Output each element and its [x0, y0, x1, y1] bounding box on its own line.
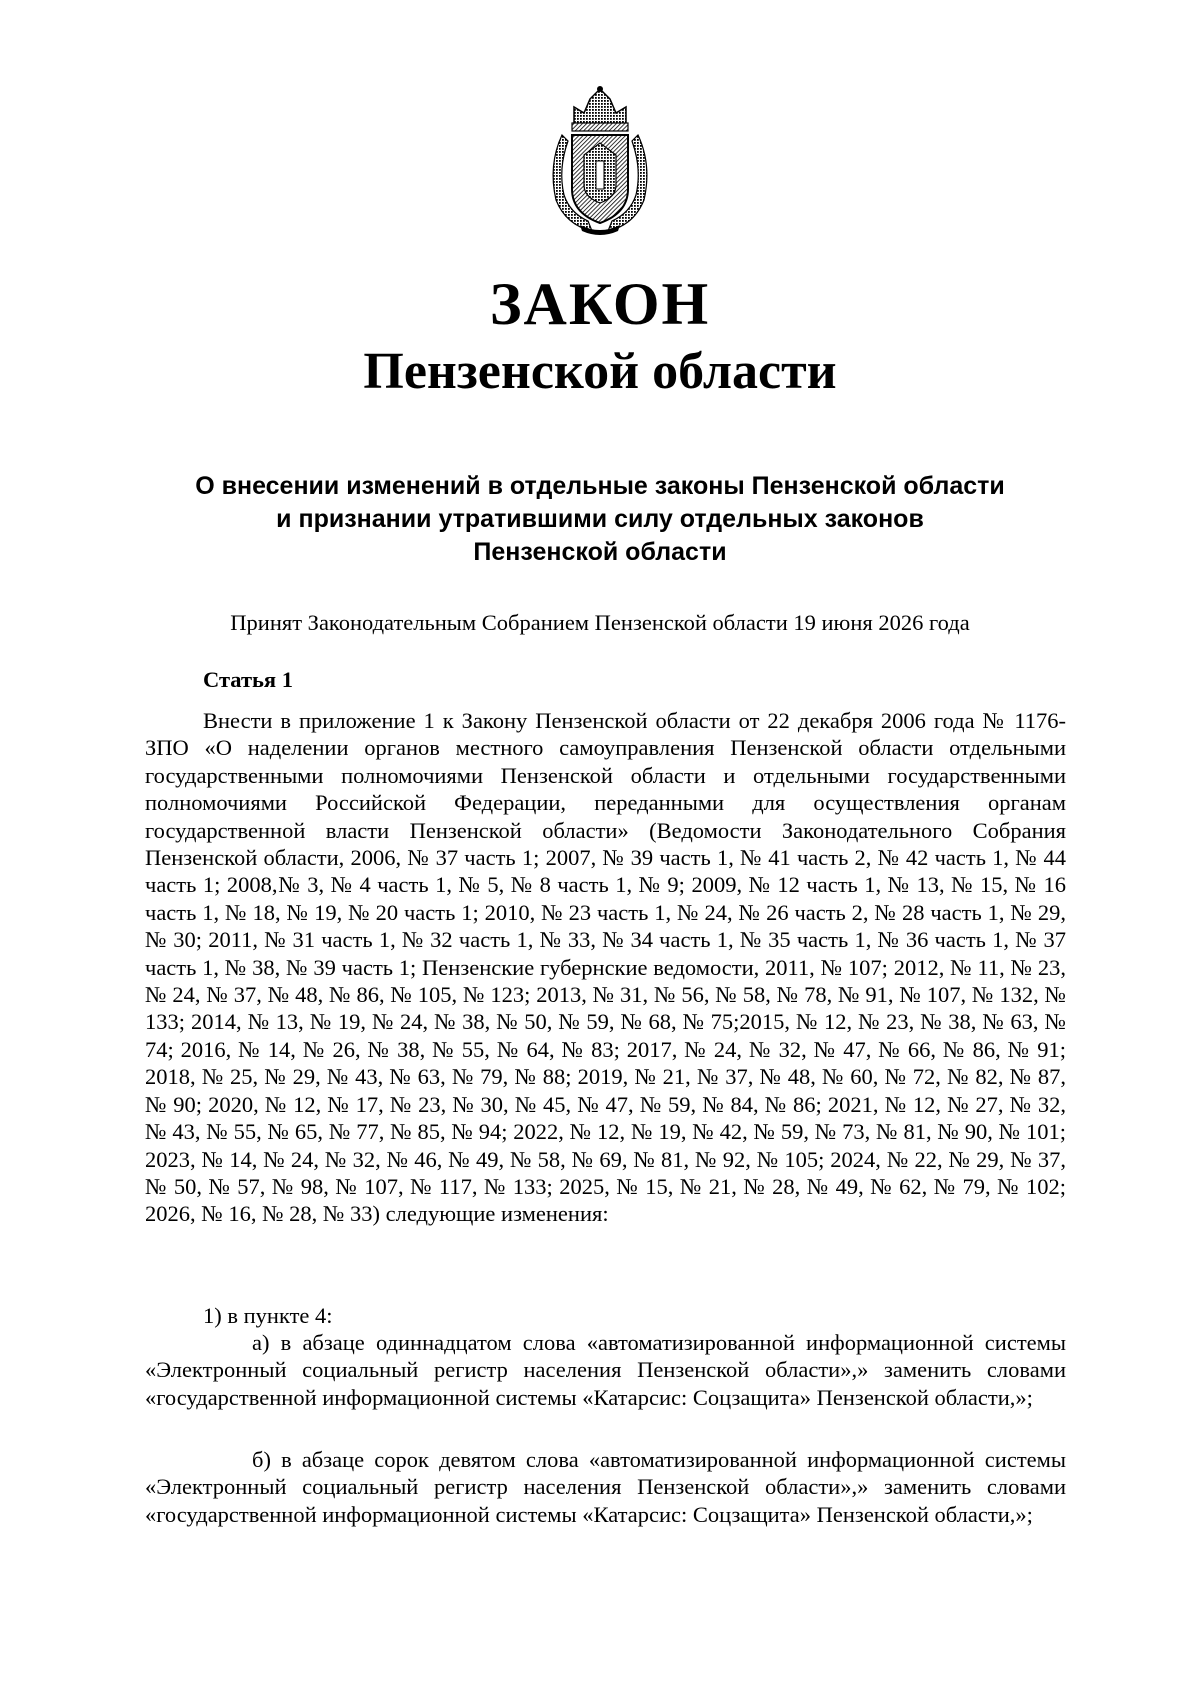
article-paragraph: Внести в приложение 1 к Закону Пензенской области от 22 декабря 2006 года № 1176-ЗПО «О наделении органов местного самоуправления Пензенской области отдельными государственными полномочиями Пензенской области и отдельными государственными полномочиями Российской Федерации, переданными для осуществления органам государственной власти Пензенской области» (Ведомости Законодательного Собрания Пензенской области, 2006, № 37 часть 1; 2007, № 39 часть 1, № 41 часть 2, № 42 часть 1, № 44 часть 1; 2008,№ 3, № 4 часть 1, № 5, № 8 часть 1, № 9; 2009, № 12 часть 1, № 13, № 15, № 16 часть 1, № 18, № 19, № 20 часть 1; 2010, № 23 часть 1, № 24, № 26 часть 2, № 28 часть 1, № 29, № 30; 2011, № 31 часть 1, № 32 часть 1, № 33, № 34 часть 1, № 35 часть 1, № 36 часть 1, № 37 часть 1, № 38, № 39 часть 1; Пензенские губернские ведомости, 2011, № 107; 2012, № 11, № 23, № 24, № 37, № 48, № 86, № 105, № 123; 2013, № 31, № 56, № 58, № 78, № 91, № 107, № 132, № 133; 2014, № 13, № 19, № 24, № 38, № 50, № 59, № 68, № 75;2015, № 12, № 23, № 38, № 63, № 74; 2016, № 14, № 26, № 38, № 55, № 64, № 83; 2017, № 24, № 32, № 47, № 66, № 86, № 91; 2018, № 25, № 29, № 43, № 63, № 79, № 88; 2019, № 21, № 37, № 48, № 60, № 72, № 82, № 87, № 90; 2020, № 12, № 17, № 23, № 30, № 45, № 47, № 59, № 84, № 86; 2021, № 12, № 27, № 32, № 43, № 55, № 65, № 77, № 85, № 94; 2022, № 12, № 19, № 42, № 59, № 73, № 81, № 90, № 101; 2023, № 14, № 24, № 32, № 46, № 49, № 58, № 69, № 81, № 92, № 105; 2024, № 22, № 29, № 37, № 50, № 57, № 98, № 107, № 117, № 133; 2025, № 15, № 21, № 28, № 49, № 62, № 79, № 102; 2026, № 16, № 28, № 33) следующие изменения:	[145, 708, 1066, 1227]
coat-of-arms-icon	[544, 85, 656, 235]
article-heading: Статья 1	[203, 667, 293, 692]
article-point-1: 1) в пункте 4:	[203, 1303, 333, 1328]
law-subject-line: Пензенской области	[473, 538, 727, 566]
law-subject-line: и признании утратившими силу отдельных законов	[276, 505, 924, 533]
document-title-region: Пензенской области	[363, 343, 837, 400]
subpoint-a: а) в абзаце одиннадцатом слова «автоматизированной информационной системы «Электронный социальный регистр населения Пензенской области»,» заменить словами «государственной информационной системы «Катарсис: Соцзащита» Пензенской области,»;	[145, 1330, 1066, 1410]
document-title: ЗАКОН	[489, 271, 711, 337]
subpoint-b: б) в абзаце сорок девятом слова «автоматизированной информационной системы «Электронный социальный регистр населения Пензенской области»,» заменить словами «государственной информационной системы «Катарсис: Соцзащита» Пензенской области,»;	[145, 1447, 1066, 1527]
law-subject-line: О внесении изменений в отдельные законы Пензенской области	[195, 472, 1005, 500]
adoption-note: Принят Законодательным Собранием Пензенской области 19 июня 2026 года	[230, 610, 970, 635]
law-subject	[110, 470, 1090, 569]
